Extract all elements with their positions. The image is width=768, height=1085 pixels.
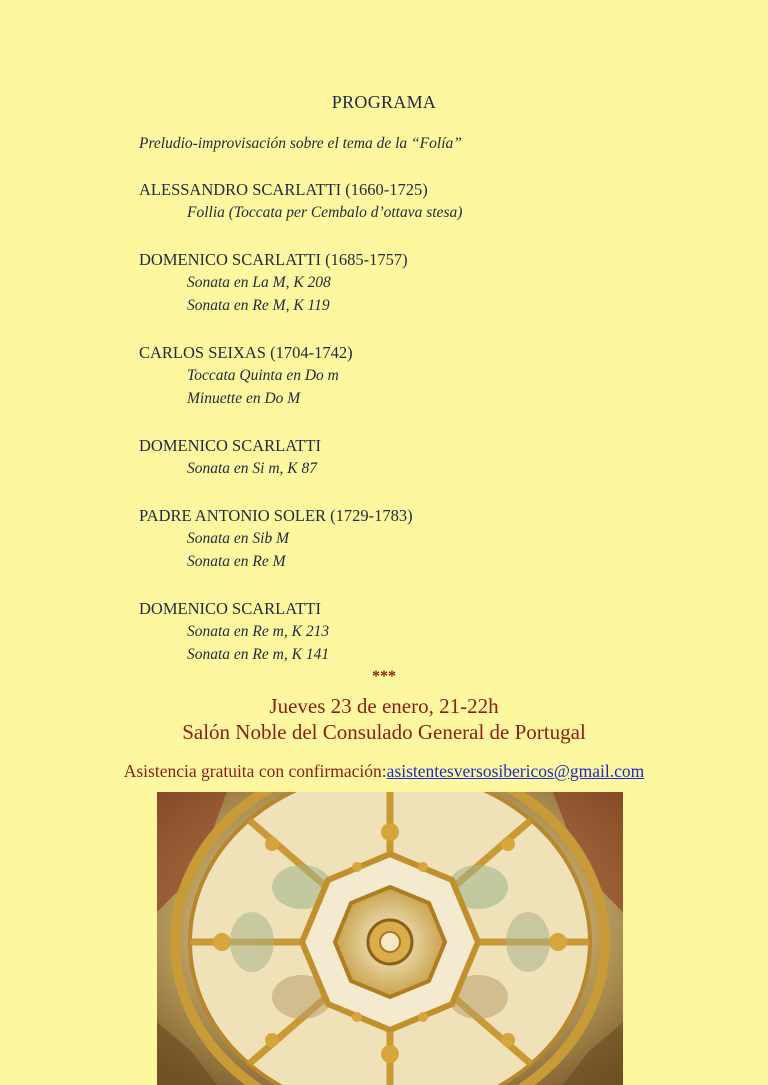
program-section (139, 178, 462, 224)
rsvp-email-link[interactable]: asistentesversosibericos@gmail.com (386, 761, 645, 781)
work-title: Sonata en Re M (187, 553, 286, 570)
work-title: Sonata en Re M, K 119 (187, 297, 330, 314)
composer-heading: DOMENICO SCARLATTI (139, 599, 321, 618)
composer-heading: DOMENICO SCARLATTI (139, 436, 321, 455)
prelude-line: Preludio-improvisación sobre el tema de la “Folía” (139, 135, 462, 152)
event-venue: Salón Noble del Consulado General de Portugal (182, 720, 586, 744)
separator-stars: *** (372, 668, 396, 685)
work-title: Sonata en La M, K 208 (187, 274, 331, 291)
rsvp-line (0, 761, 768, 782)
work-title: Follia (Toccata per Cembalo d’ottava stesa) (187, 204, 463, 221)
work-title: Sonata en Si m, K 87 (187, 460, 318, 477)
event-date-time: Jueves 23 de enero, 21-22h (269, 694, 499, 718)
program-section (139, 504, 413, 573)
program-section (139, 341, 353, 410)
program-section (139, 248, 408, 317)
composer-heading: CARLOS SEIXAS (1704-1742) (139, 343, 353, 362)
program-title: PROGRAMA (331, 92, 437, 112)
program-section (139, 434, 321, 480)
rsvp-label: Asistencia gratuita con confirmación: (123, 761, 387, 781)
work-title: Toccata Quinta en Do m (187, 367, 339, 384)
work-title: Sonata en Sib M (187, 530, 290, 547)
work-title: Minuette en Do M (187, 390, 301, 407)
work-title: Sonata en Re m, K 141 (187, 646, 330, 663)
ornate-dome-ceiling-photo (157, 792, 623, 1085)
composer-heading: PADRE ANTONIO SOLER (1729-1783) (139, 506, 413, 525)
work-title: Sonata en Re m, K 213 (187, 623, 330, 640)
composer-heading: DOMENICO SCARLATTI (1685-1757) (139, 250, 408, 269)
composer-heading: ALESSANDRO SCARLATTI (1660-1725) (139, 180, 428, 199)
program-section (139, 597, 329, 666)
